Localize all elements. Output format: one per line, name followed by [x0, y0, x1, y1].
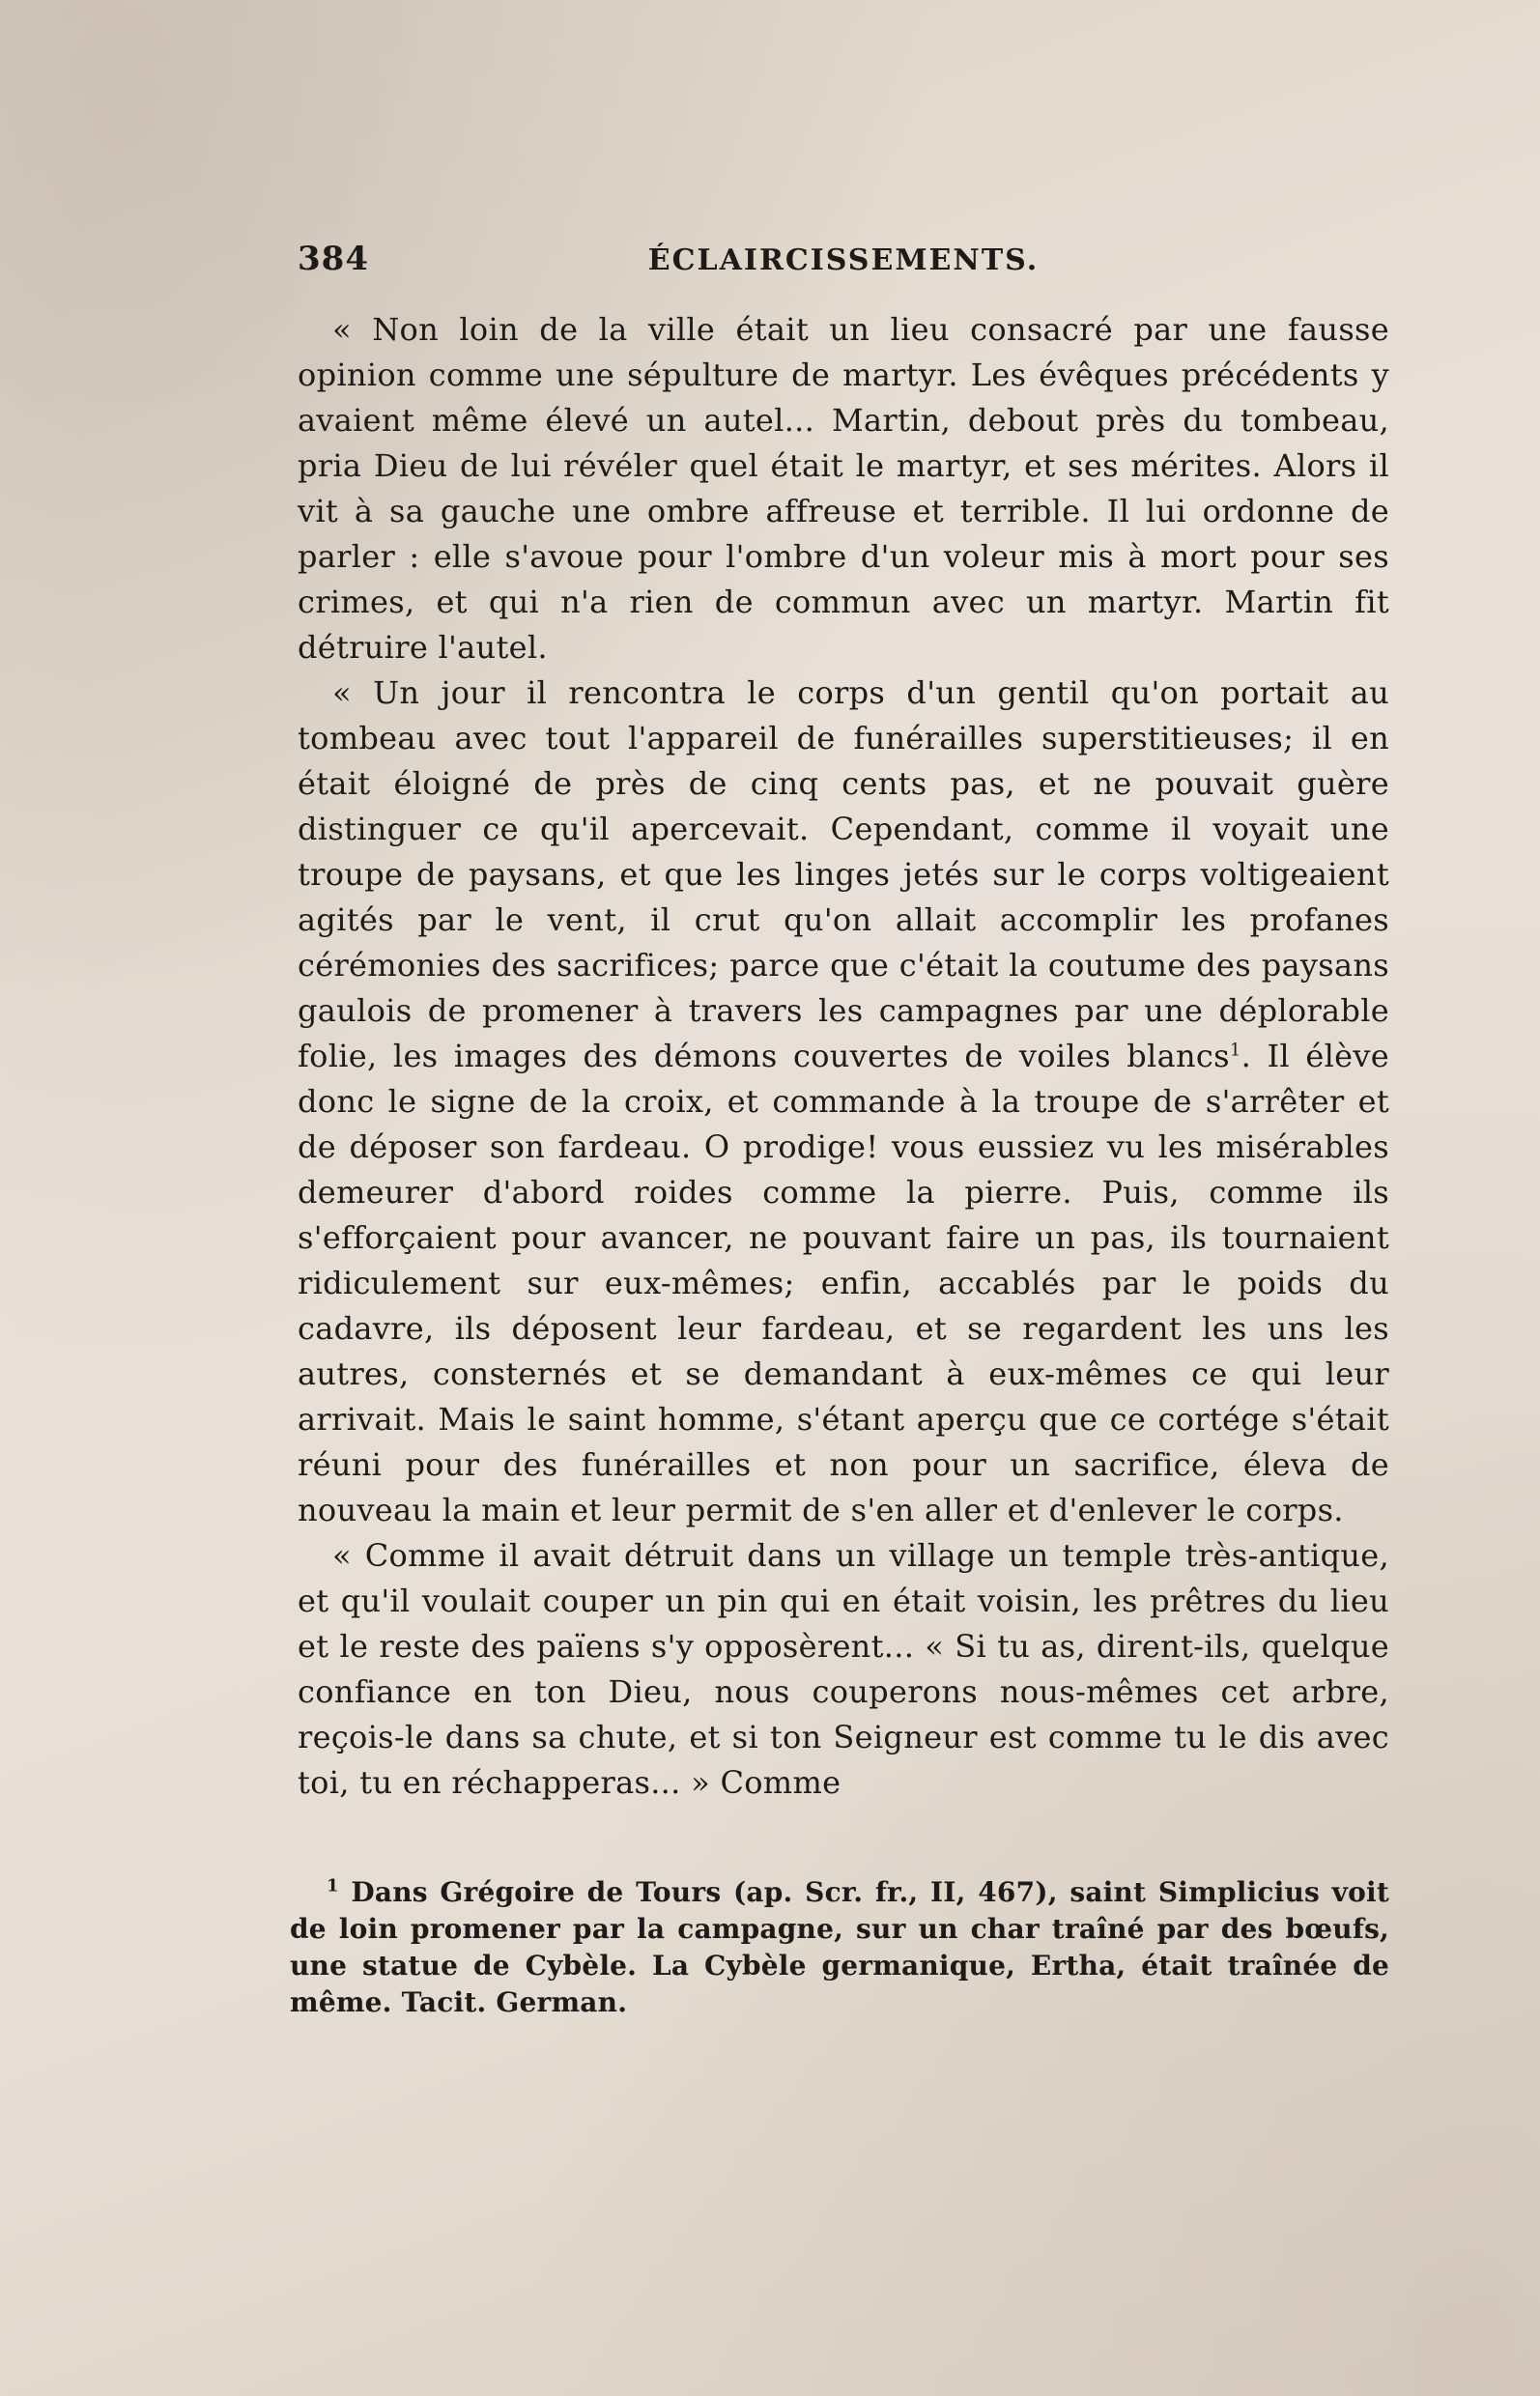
footnote-text: Dans Grégoire de Tours (ap. Scr. fr., II, 467), saint Simplicius voit de loin promener par la campagne, sur un char traîné par des bœufs, une statue de Cybèle. La Cybèle germanique, Ertha, était traînée de même. Tacit. German.: [290, 1876, 1389, 2018]
paragraph-3: « Comme il avait détruit dans un village un temple très-antique, et qu'il voulait couper un pin qui en était voisin, les prêtres du lieu et le reste des païens s'y opposèrent... « Si tu as, dirent-ils, quelque confiance en ton Dieu, nous couperons nous-mêmes cet arbre, reçois-le dans sa chute, et si ton Seigneur est comme tu le dis avec toi, tu en réchapperas... » Comme: [298, 1537, 1389, 1801]
footnote-marker: 1: [327, 1875, 339, 1897]
footnote-1: [290, 1874, 1389, 2021]
page-header: [298, 240, 1389, 288]
footnote-reference: 1: [1229, 1040, 1241, 1061]
paragraph-2-text-after: . Il élève donc le signe de la croix, et commande à la troupe de s'arrêter et de déposer son fardeau. O prodige! vous eussiez vu les misérables demeurer d'abord roides comme la pierre. Puis, comme ils s'efforçaient pour avancer, ne pouvant faire un pas, ils tournaient ridiculement sur eux-mêmes; enfin, accablés par le poids du cadavre, ils déposent leur fardeau, et se regardent les uns les autres, consternés et se demandant à eux-mêmes ce qui leur arrivait. Mais le saint homme, s'étant aperçu que ce cortége s'était réuni pour des funérailles et non pour un sacrifice, éleva de nouveau la main et leur permit de s'en aller et d'enlever le corps.: [298, 1038, 1390, 1528]
paragraph-1: « Non loin de la ville était un lieu consacré par une fausse opinion comme une sépulture de martyr. Les évêques précédents y avaient même élevé un autel... Martin, debout près du tombeau, pria Dieu de lui révéler quel était le martyr, et ses mérites. Alors il vit à sa gauche une ombre affreuse et terrible. Il lui ordonne de parler : elle s'avoue pour l'ombre d'un voleur mis à mort pour ses crimes, et qui n'a rien de commun avec un martyr. Martin fit détruire l'autel.: [298, 311, 1389, 666]
footnotes: [290, 1874, 1389, 2021]
paragraph-2-text-before: « Un jour il rencontra le corps d'un gentil qu'on portait au tombeau avec tout l'appareil de funérailles superstitieuses; il en était éloigné de près de cinq cents pas, et ne pouvait guère distinguer ce qu'il apercevait. Cependant, comme il voyait une troupe de paysans, et que les linges jetés sur le corps voltigeaient agités par le vent, il crut qu'on allait accomplir les profanes cérémonies des sacrifices; parce que c'était la coutume des paysans gaulois de promener à travers les campagnes par une déplorable folie, les images des démons couvertes de voiles blancs: [298, 674, 1389, 1074]
paragraph-2: [298, 670, 1389, 1533]
page-number: 384: [298, 240, 369, 278]
running-title: ÉCLAIRCISSEMENTS.: [647, 243, 1040, 277]
body-text: [298, 307, 1389, 1806]
